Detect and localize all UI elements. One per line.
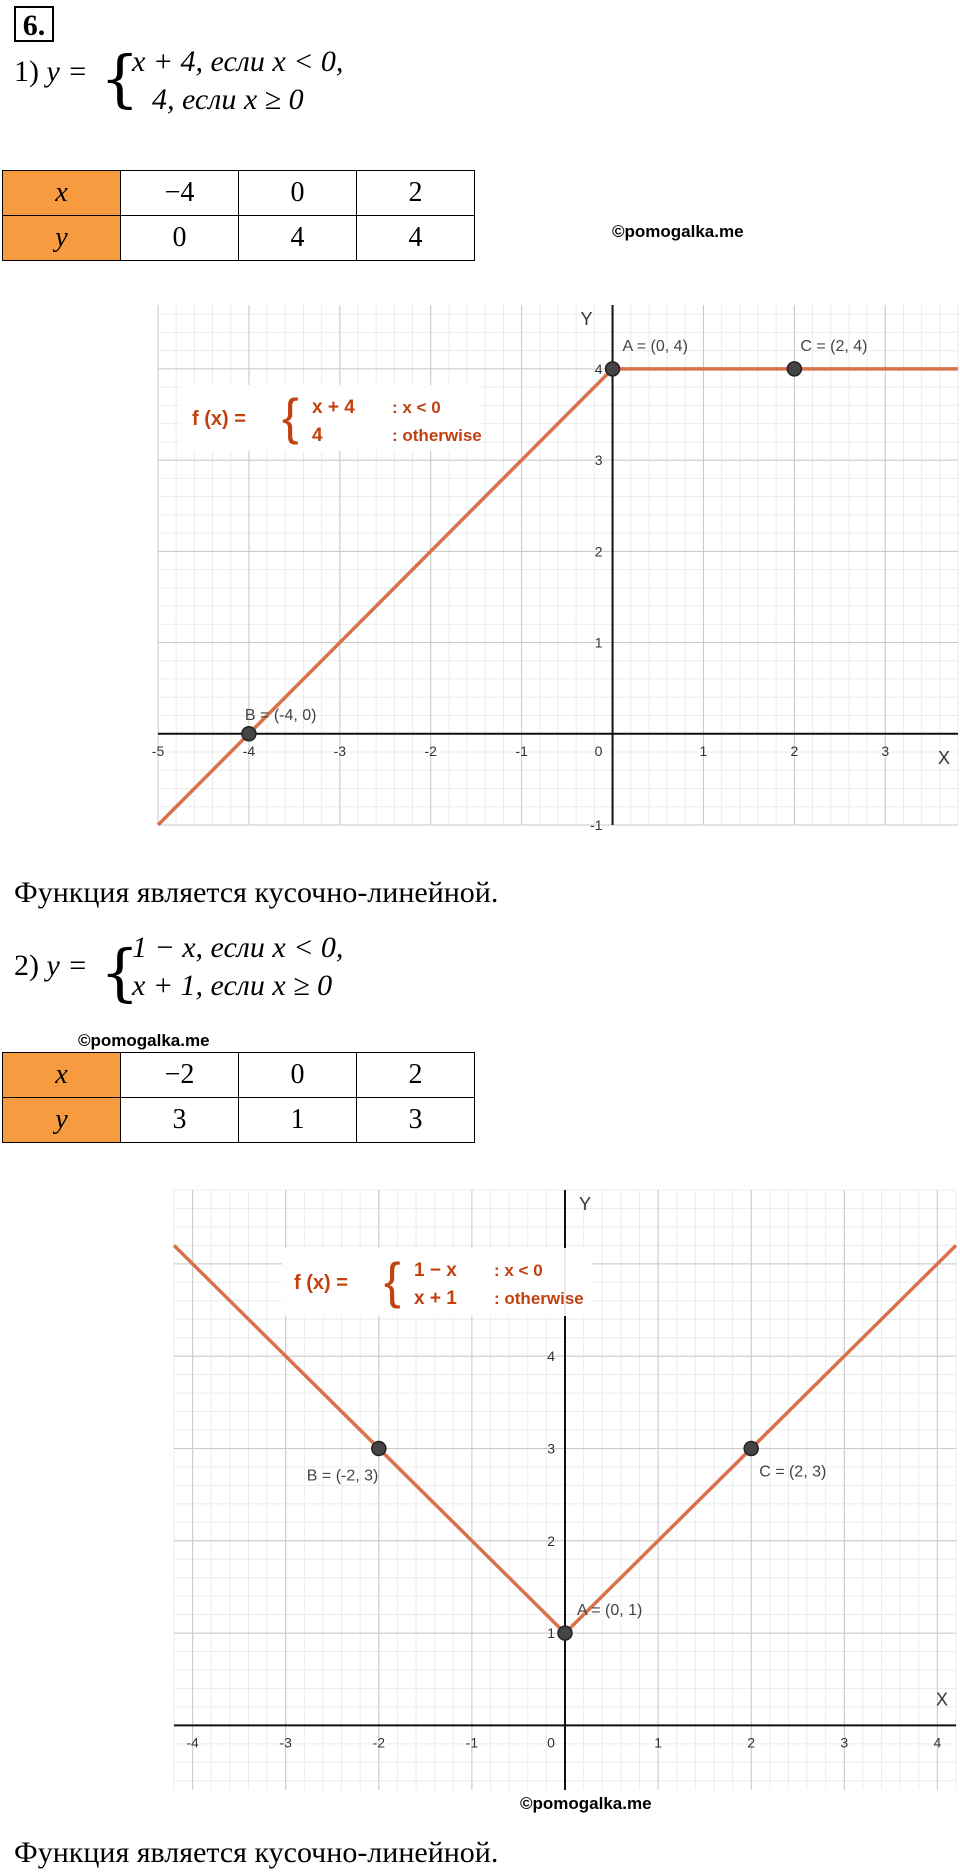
part1-conclusion: Функция является кусочно-линейной. <box>14 876 499 909</box>
x-tick-label: 2 <box>790 742 799 759</box>
point-marker <box>606 362 620 376</box>
x-axis-label: X <box>936 1689 949 1710</box>
function-graph-line <box>565 1245 956 1633</box>
x-tick-label: -2 <box>424 742 437 759</box>
table-header-y: y <box>3 1098 121 1143</box>
point-marker <box>744 1441 758 1455</box>
point-label: B = (-2, 3) <box>306 1467 379 1485</box>
point-marker <box>242 727 256 741</box>
legend-case1-expr: x + 4 <box>312 397 355 418</box>
table-header-x: x <box>3 171 121 216</box>
legend-fx: f (x) = <box>192 408 246 430</box>
part1-watermark: ©pomogalka.me <box>612 222 744 241</box>
x-tick-label: 1 <box>654 1734 662 1751</box>
point-label: B = (-4, 0) <box>244 706 317 724</box>
x-tick-label: 0 <box>594 742 603 759</box>
part2-case2: x + 1, если x ≥ 0 <box>132 969 333 1002</box>
part1-label: 1) <box>14 55 39 88</box>
table-cell: 0 <box>121 216 239 261</box>
x-axis-label: X <box>938 747 951 768</box>
y-axis-label: Y <box>580 309 593 329</box>
y-tick-label: 1 <box>594 634 603 651</box>
point-label: C = (2, 3) <box>759 1463 827 1481</box>
y-tick-label: 4 <box>547 1348 555 1365</box>
legend-fx: f (x) = <box>294 1272 348 1294</box>
x-tick-label: -5 <box>151 742 165 759</box>
part2-brace: { <box>100 936 140 1009</box>
part2-watermark: ©pomogalka.me <box>78 1031 210 1050</box>
table-cell: −2 <box>121 1053 239 1098</box>
table-cell: 3 <box>121 1098 239 1143</box>
table-cell: 3 <box>357 1098 475 1143</box>
part2-label: 2) <box>14 949 39 982</box>
legend-case1-cond: : x < 0 <box>392 398 441 417</box>
point-label: A = (0, 4) <box>622 337 688 355</box>
part1-case1: x + 4, если x < 0, <box>132 45 344 78</box>
y-tick-label: 1 <box>547 1625 555 1642</box>
table-cell: −4 <box>121 171 239 216</box>
y-tick-label: 2 <box>547 1532 555 1549</box>
x-tick-label: -3 <box>279 1734 292 1751</box>
table-cell: 2 <box>357 171 475 216</box>
x-tick-label: -1 <box>515 742 528 759</box>
part1-lhs: y = <box>46 55 88 88</box>
y-tick-label: 3 <box>547 1440 555 1457</box>
part2-conclusion: Функция является кусочно-линейной. <box>14 1836 499 1869</box>
table-cell: 1 <box>239 1098 357 1143</box>
part2-graph <box>174 1190 956 1790</box>
part2-watermark-bottom: ©pomogalka.me <box>520 1794 652 1813</box>
table-cell: 2 <box>357 1053 475 1098</box>
x-tick-label: 1 <box>699 742 708 759</box>
part1-value-table <box>2 170 475 261</box>
part2-lhs: y = <box>46 949 88 982</box>
x-tick-label: -2 <box>372 1734 386 1751</box>
table-cell: 0 <box>239 171 357 216</box>
x-tick-label: -3 <box>333 742 347 759</box>
x-tick-label: 4 <box>933 1734 942 1751</box>
x-tick-label: 0 <box>547 1734 555 1751</box>
part1-case2: 4, если x ≥ 0 <box>152 83 304 116</box>
table-row <box>3 1098 475 1143</box>
legend-case2-cond: : otherwise <box>392 426 482 445</box>
point-label: A = (0, 1) <box>577 1602 643 1620</box>
y-tick-label: -1 <box>590 817 603 833</box>
problem-number: 6. <box>14 6 54 42</box>
table-cell: 0 <box>239 1053 357 1098</box>
part1-brace: { <box>100 42 140 115</box>
table-row <box>3 216 475 261</box>
part1-formula <box>14 54 88 90</box>
x-tick-label: -4 <box>186 1734 199 1751</box>
x-tick-label: 3 <box>881 742 890 759</box>
y-tick-label: 4 <box>594 360 603 377</box>
table-cell: 4 <box>357 216 475 261</box>
x-tick-label: -4 <box>242 742 256 759</box>
y-axis-label: Y <box>579 1194 592 1214</box>
part1-graph <box>151 305 958 833</box>
legend-brace: { <box>384 1253 401 1309</box>
point-label: C = (2, 4) <box>800 337 868 355</box>
part2-case1: 1 − x, если x < 0, <box>132 931 344 964</box>
y-tick-label: 3 <box>594 452 603 469</box>
legend-case2-expr: 4 <box>312 425 323 446</box>
table-row <box>3 1053 475 1098</box>
part2-value-table <box>2 1052 475 1143</box>
table-header-y: y <box>3 216 121 261</box>
legend-case2-cond: : otherwise <box>494 1289 584 1308</box>
part2-formula <box>14 948 88 984</box>
table-cell: 4 <box>239 216 357 261</box>
legend-case1-expr: 1 − x <box>414 1260 457 1281</box>
y-tick-label: 2 <box>594 543 603 560</box>
table-header-x: x <box>3 1053 121 1098</box>
x-tick-label: 3 <box>840 1734 849 1751</box>
point-marker <box>372 1441 386 1455</box>
point-marker <box>558 1626 572 1640</box>
x-tick-label: -1 <box>465 1734 479 1751</box>
table-row <box>3 171 475 216</box>
legend-brace: { <box>282 389 299 445</box>
x-tick-label: 2 <box>747 1734 756 1751</box>
point-marker <box>787 362 801 376</box>
legend-case1-cond: : x < 0 <box>494 1261 543 1280</box>
legend-case2-expr: x + 1 <box>414 1288 457 1309</box>
